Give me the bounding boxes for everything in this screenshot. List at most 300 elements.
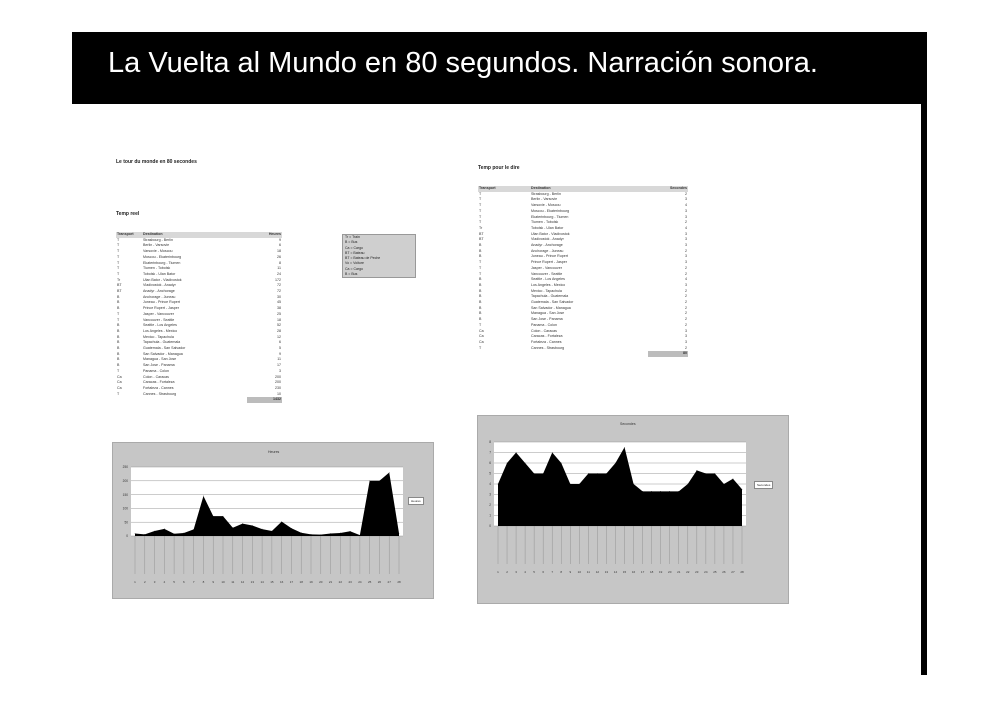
table-cell: T bbox=[479, 271, 482, 276]
table-cell: 12 bbox=[277, 334, 281, 339]
table-cell: Tr bbox=[479, 225, 483, 230]
table-cell: Colon - Caracas bbox=[143, 374, 169, 379]
table-cell: Caracas - Fortaleza bbox=[531, 334, 563, 339]
table-cell: Ca bbox=[117, 385, 122, 390]
data-point bbox=[203, 496, 204, 497]
table-cell: Los Angeles - Mexico bbox=[531, 282, 566, 287]
table-cell: T bbox=[479, 191, 482, 196]
table-cell: Ekaterinbourg - Tiumen bbox=[143, 260, 181, 265]
x-tick-label: 20 bbox=[319, 580, 323, 584]
table-cell: T bbox=[117, 243, 120, 248]
table-cell: Moscou - Ekaterinbourg bbox=[531, 208, 570, 213]
table-cell: 28 bbox=[277, 328, 281, 333]
table-cell: Vancouver - Seattle bbox=[531, 271, 563, 276]
data-point bbox=[154, 531, 155, 532]
legend-box-entry: Ca = Cargo bbox=[345, 245, 363, 250]
table-cell: Tobolsk - Ulan Bator bbox=[143, 271, 176, 276]
table-cell: 4 bbox=[685, 203, 687, 208]
table-cell: Tobolsk - Ulan Bator bbox=[531, 225, 564, 230]
table-cell: Colon - Caracas bbox=[531, 328, 557, 333]
right-sheet-heading: Temp pour le dire bbox=[478, 165, 520, 171]
legend-box-entry: B = Bus bbox=[345, 240, 358, 245]
x-tick-label: 6 bbox=[183, 580, 185, 584]
table-cell: Panama - Colon bbox=[531, 322, 557, 327]
data-point bbox=[615, 463, 616, 464]
table-cell: 172 bbox=[275, 277, 281, 282]
x-tick-label: 2 bbox=[143, 580, 146, 584]
table-cell: B bbox=[117, 334, 120, 339]
column-header: Destination bbox=[530, 186, 648, 192]
table-cell: 17 bbox=[277, 363, 281, 368]
x-tick-label: 19 bbox=[309, 580, 313, 584]
table-cell: Mexico - Tapachula bbox=[143, 334, 174, 339]
table-cell: 24 bbox=[277, 271, 281, 276]
column-header: Heures bbox=[247, 232, 282, 238]
y-tick-label: 5 bbox=[489, 471, 491, 476]
data-point bbox=[516, 452, 517, 453]
data-point bbox=[340, 533, 341, 534]
x-tick-label: 9 bbox=[569, 570, 572, 574]
left-sheet-subheading: Temp reel bbox=[116, 211, 140, 217]
slide-title: La Vuelta al Mundo en 80 segundos. Narración sonora. bbox=[108, 47, 818, 79]
data-point bbox=[570, 484, 571, 485]
x-tick-label: 18 bbox=[649, 570, 654, 574]
data-point bbox=[291, 528, 292, 529]
y-tick-label: 250 bbox=[122, 465, 128, 470]
table-cell: T bbox=[479, 322, 482, 327]
data-point bbox=[498, 484, 499, 485]
table-cell: Managua - San Jose bbox=[531, 311, 565, 316]
table-cell: 200 bbox=[275, 374, 281, 379]
column-header: Destination bbox=[142, 232, 247, 238]
table-cell: Berlin - Varsovie bbox=[531, 197, 558, 202]
table-total-row bbox=[116, 397, 282, 403]
data-point bbox=[642, 491, 643, 492]
table-cell: B bbox=[479, 243, 482, 248]
transport-legend-box bbox=[342, 234, 416, 278]
y-tick-label: 8 bbox=[489, 440, 491, 445]
table-cell: T bbox=[117, 317, 120, 322]
table-cell: 8 bbox=[279, 260, 281, 265]
table-cell: 11 bbox=[277, 357, 281, 362]
table-cell: BT bbox=[479, 231, 484, 236]
table-cell: Ulan Bator - Vladivostok bbox=[531, 231, 570, 236]
table-cell: T bbox=[479, 265, 482, 270]
table-cell: 11 bbox=[277, 266, 281, 271]
table-cell: T bbox=[117, 260, 120, 265]
x-tick-label: 4 bbox=[163, 580, 166, 584]
data-point bbox=[360, 535, 361, 536]
hours-area-chart bbox=[113, 443, 433, 598]
table-total-row bbox=[478, 351, 688, 357]
table-cell: T bbox=[479, 214, 482, 219]
hours-chart-panel bbox=[112, 442, 434, 599]
table-cell: 3 bbox=[685, 282, 687, 287]
table-cell: Vladivostok - Anadyr bbox=[531, 237, 564, 242]
table-cell: San Jose - Panama bbox=[531, 317, 563, 322]
table-cell: 3 bbox=[685, 231, 687, 236]
data-point bbox=[624, 447, 625, 448]
data-point bbox=[232, 527, 233, 528]
x-tick-label: 26 bbox=[722, 570, 726, 574]
data-point bbox=[651, 491, 652, 492]
table-cell: T bbox=[117, 311, 120, 316]
column-header: Transport bbox=[478, 186, 530, 192]
x-tick-label: 26 bbox=[377, 580, 382, 584]
table-cell: Tapachula - Guatemala bbox=[531, 294, 569, 299]
table-cell: Seattle - Los Angeles bbox=[143, 323, 177, 328]
data-point bbox=[633, 484, 634, 485]
legend-box-entry: BT = Bateau de Peche bbox=[345, 256, 381, 261]
table-cell: 2 bbox=[685, 345, 687, 350]
data-point bbox=[687, 484, 688, 485]
data-point bbox=[552, 452, 553, 453]
x-tick-label: 5 bbox=[173, 580, 175, 584]
left-sheet-heading: Le tour du monde en 80 secondes bbox=[116, 159, 197, 165]
x-tick-label: 9 bbox=[212, 580, 215, 584]
table-cell: 52 bbox=[277, 323, 281, 328]
x-tick-label: 23 bbox=[348, 580, 352, 584]
slide-title-bar bbox=[72, 32, 927, 104]
x-tick-label: 1 bbox=[497, 570, 499, 574]
table-cell: Juneau - Prince Rupert bbox=[531, 254, 568, 259]
table-cell: T bbox=[479, 203, 482, 208]
table-cell: B bbox=[117, 306, 120, 311]
data-point bbox=[660, 491, 661, 492]
table-cell: 18 bbox=[277, 317, 281, 322]
table-cell: 3 bbox=[685, 237, 687, 242]
table-cell: 3 bbox=[685, 260, 687, 265]
x-tick-label: 25 bbox=[713, 570, 717, 574]
table-cell: Anchorage - Juneau bbox=[143, 294, 176, 299]
table-cell: Ca bbox=[479, 339, 484, 344]
table-cell: B bbox=[117, 294, 120, 299]
table-cell: Ca bbox=[117, 374, 122, 379]
x-tick-label: 6 bbox=[542, 570, 545, 574]
x-tick-label: 17 bbox=[289, 580, 294, 584]
x-tick-label: 25 bbox=[367, 580, 372, 584]
data-point bbox=[733, 478, 734, 479]
x-tick-label: 5 bbox=[533, 570, 535, 574]
y-tick-label: 0 bbox=[489, 524, 491, 529]
table-cell: Tiumen - Tobolsk bbox=[143, 266, 171, 271]
data-point bbox=[193, 529, 194, 530]
table-cell: Ca bbox=[479, 334, 484, 339]
table-cell: 3 bbox=[685, 334, 687, 339]
table-cell: T bbox=[117, 368, 120, 373]
hours-chart-title: Heures bbox=[268, 450, 280, 454]
table-cell: Prince Rupert - Jasper bbox=[531, 260, 567, 265]
x-tick-label: 3 bbox=[515, 570, 517, 574]
table-cell: 2 bbox=[685, 248, 687, 253]
data-point bbox=[144, 534, 145, 535]
table-cell: Panama - Colon bbox=[143, 368, 169, 373]
data-point bbox=[543, 473, 544, 474]
data-point bbox=[330, 533, 331, 534]
table-cell: 2 bbox=[685, 294, 687, 299]
x-tick-label: 15 bbox=[270, 580, 274, 584]
x-tick-label: 17 bbox=[640, 570, 645, 574]
table-cell: 2 bbox=[685, 311, 687, 316]
x-tick-label: 20 bbox=[668, 570, 672, 574]
x-tick-label: 11 bbox=[586, 570, 590, 574]
data-point bbox=[597, 473, 598, 474]
y-tick-label: 50 bbox=[124, 520, 128, 525]
y-tick-label: 200 bbox=[122, 479, 128, 483]
table-cell: 200 bbox=[275, 380, 281, 385]
table-cell: T bbox=[117, 237, 120, 242]
x-tick-label: 1 bbox=[134, 580, 136, 584]
data-point bbox=[507, 463, 508, 464]
table-cell: 2 bbox=[685, 265, 687, 270]
x-tick-label: 4 bbox=[524, 570, 526, 574]
table-cell: Cannes - Strasbourg bbox=[531, 345, 565, 350]
x-tick-label: 19 bbox=[658, 570, 663, 574]
column-header: Transport bbox=[116, 232, 142, 238]
table-cell: 2 bbox=[685, 305, 687, 310]
data-point bbox=[184, 533, 185, 534]
x-tick-label: 8 bbox=[202, 580, 205, 584]
table-cell: Moscou - Ekaterinbourg bbox=[143, 254, 182, 259]
table-cell: 72 bbox=[277, 283, 281, 288]
y-tick-label: 150 bbox=[122, 492, 128, 497]
data-point bbox=[525, 463, 526, 464]
table-cell: 3 bbox=[685, 254, 687, 259]
total-cell: 1432 bbox=[247, 397, 282, 403]
table-cell: B bbox=[117, 340, 120, 345]
table-cell: Jasper - Vancouver bbox=[531, 265, 562, 270]
table-cell: 25 bbox=[277, 311, 281, 316]
x-tick-label: 28 bbox=[397, 580, 401, 584]
table-cell: 6 bbox=[279, 243, 281, 248]
x-tick-label: 14 bbox=[260, 580, 264, 584]
table-cell: B bbox=[479, 305, 482, 310]
table-cell: San Jose - Panama bbox=[143, 363, 175, 368]
data-point bbox=[534, 473, 535, 474]
hours-chart-legend: Heures bbox=[408, 497, 424, 505]
table-cell: B bbox=[117, 346, 120, 351]
x-tick-label: 21 bbox=[677, 570, 681, 574]
x-tick-label: 27 bbox=[731, 570, 735, 574]
legend-box-entry: Ca = Cargo bbox=[345, 266, 363, 271]
table-cell: 6 bbox=[279, 340, 281, 345]
table-cell: Strasbourg - Berlin bbox=[143, 237, 173, 242]
table-cell: Prince Rupert - Jasper bbox=[143, 306, 179, 311]
table-cell: B bbox=[117, 357, 120, 362]
seconds-chart-legend: Secondes bbox=[754, 481, 773, 489]
table-cell: T bbox=[117, 391, 120, 396]
y-tick-label: 1 bbox=[489, 513, 491, 518]
total-cell: 80 bbox=[648, 351, 688, 357]
table-cell: Anadyr - Anchorage bbox=[143, 289, 175, 294]
data-point bbox=[379, 481, 380, 482]
x-tick-label: 7 bbox=[192, 580, 195, 584]
table-cell: 9 bbox=[279, 237, 281, 242]
y-tick-label: 3 bbox=[489, 492, 491, 497]
table-cell: Fortaleza - Cannes bbox=[531, 339, 562, 344]
table-cell: 26 bbox=[277, 254, 281, 259]
table-cell: 2 bbox=[685, 300, 687, 305]
table-cell: BT bbox=[117, 283, 122, 288]
table-cell: Tapachula - Guatemala bbox=[143, 340, 181, 345]
data-point bbox=[301, 532, 302, 533]
table-cell: 38 bbox=[277, 306, 281, 311]
table-cell: B bbox=[479, 300, 482, 305]
x-tick-label: 14 bbox=[613, 570, 618, 574]
x-tick-label: 7 bbox=[551, 570, 554, 574]
data-point bbox=[272, 531, 273, 532]
data-point bbox=[399, 533, 400, 534]
seconds-chart-panel bbox=[477, 415, 789, 604]
table-cell: T bbox=[117, 254, 120, 259]
table-cell: B bbox=[117, 351, 120, 356]
data-point bbox=[320, 534, 321, 535]
table-cell: T bbox=[479, 197, 482, 202]
table-cell: 45 bbox=[277, 300, 281, 305]
table-cell: B bbox=[479, 311, 482, 316]
x-tick-label: 8 bbox=[560, 570, 563, 574]
table-cell: T bbox=[479, 345, 482, 350]
table-cell: 9 bbox=[279, 351, 281, 356]
table-cell: B bbox=[479, 277, 482, 282]
x-tick-label: 2 bbox=[506, 570, 508, 574]
table-cell: Berlin - Varsovie bbox=[143, 243, 170, 248]
data-point bbox=[588, 473, 589, 474]
table-cell: Managua - San Jose bbox=[143, 357, 177, 362]
slide-border-rule bbox=[921, 32, 927, 675]
table-cell: T bbox=[479, 220, 482, 225]
data-point bbox=[242, 523, 243, 524]
table-cell: Tr bbox=[117, 277, 121, 282]
data-point bbox=[706, 473, 707, 474]
table-cell: T bbox=[479, 208, 482, 213]
table-cell: Cannes - Strasbourg bbox=[143, 391, 177, 396]
table-cell: 10 bbox=[277, 391, 281, 396]
table-cell: Jasper - Vancouver bbox=[143, 311, 174, 316]
table-cell: B bbox=[479, 248, 482, 253]
table-cell: 72 bbox=[277, 289, 281, 294]
data-point bbox=[561, 463, 562, 464]
table-cell: T bbox=[117, 266, 120, 271]
legend-box-entry: Tr = Train bbox=[345, 235, 360, 239]
y-tick-label: 100 bbox=[122, 506, 128, 511]
x-tick-label: 16 bbox=[279, 580, 284, 584]
data-point bbox=[742, 489, 743, 490]
table-cell: Los Angeles - Mexico bbox=[143, 328, 178, 333]
table-cell: Varsovie - Moscou bbox=[531, 203, 561, 208]
table-cell: 230 bbox=[275, 385, 281, 390]
x-tick-label: 23 bbox=[695, 570, 699, 574]
x-tick-label: 27 bbox=[387, 580, 391, 584]
x-tick-label: 10 bbox=[221, 580, 225, 584]
table-cell: 3 bbox=[685, 243, 687, 248]
legend-box-entry: BT = Bateau bbox=[345, 250, 365, 255]
table-cell: B bbox=[479, 288, 482, 293]
data-point bbox=[715, 473, 716, 474]
table-cell: T bbox=[479, 260, 482, 265]
data-point bbox=[606, 473, 607, 474]
table-cell: Varsovie - Moscou bbox=[143, 249, 173, 254]
x-tick-label: 22 bbox=[686, 570, 690, 574]
table-cell: Strasbourg - Berlin bbox=[531, 191, 561, 196]
x-tick-label: 11 bbox=[231, 580, 235, 584]
table-cell: B bbox=[479, 282, 482, 287]
table-cell: B bbox=[117, 300, 120, 305]
table-cell: Ca bbox=[479, 328, 484, 333]
table-cell: San Salvador - Managua bbox=[531, 305, 571, 310]
table-cell: San Salvador - Managua bbox=[143, 351, 183, 356]
table-cell: B bbox=[479, 254, 482, 259]
table-cell: 2 bbox=[685, 220, 687, 225]
data-point bbox=[311, 534, 312, 535]
table-cell: T bbox=[117, 249, 120, 254]
table-cell: 18 bbox=[277, 249, 281, 254]
y-tick-label: 6 bbox=[489, 461, 491, 466]
data-point bbox=[164, 529, 165, 530]
table-cell: Guatemala - San Salvador bbox=[531, 300, 574, 305]
table-cell: Ulan Bator - Vladivostok bbox=[143, 277, 182, 282]
legend-box-entry: B = Bus bbox=[345, 272, 358, 277]
table-cell: 3 bbox=[685, 197, 687, 202]
data-point bbox=[678, 491, 679, 492]
table-cell: B bbox=[117, 363, 120, 368]
x-tick-label: 13 bbox=[604, 570, 609, 574]
data-point bbox=[697, 470, 698, 471]
seconds-area-chart bbox=[478, 416, 788, 603]
x-tick-label: 15 bbox=[622, 570, 627, 574]
table-cell: 3 bbox=[685, 339, 687, 344]
x-tick-label: 12 bbox=[240, 580, 245, 584]
data-point bbox=[213, 516, 214, 517]
data-point bbox=[669, 491, 670, 492]
x-tick-label: 24 bbox=[704, 570, 708, 574]
x-tick-label: 12 bbox=[595, 570, 600, 574]
table-cell: 3 bbox=[279, 368, 281, 373]
x-tick-label: 28 bbox=[740, 570, 744, 574]
table-cell: 3 bbox=[685, 328, 687, 333]
table-cell: 5 bbox=[279, 346, 281, 351]
y-tick-label: 7 bbox=[489, 450, 491, 455]
table-cell: T bbox=[117, 271, 120, 276]
table-cell: 3 bbox=[685, 208, 687, 213]
x-tick-label: 24 bbox=[358, 580, 362, 584]
data-point bbox=[174, 533, 175, 534]
legend-box-entry: Vo = Voiture bbox=[345, 261, 364, 266]
table-cell: Guatemala - San Salvador bbox=[143, 346, 186, 351]
data-point bbox=[579, 484, 580, 485]
table-cell: BT bbox=[479, 237, 484, 242]
table-cell: B bbox=[117, 323, 120, 328]
table-cell: Ekaterinbourg - Tiumen bbox=[531, 214, 569, 219]
left-data-table bbox=[116, 232, 282, 403]
table-cell: Juneau - Prince Rupert bbox=[143, 300, 180, 305]
table-cell: 4 bbox=[685, 225, 687, 230]
x-tick-label: 3 bbox=[153, 580, 156, 584]
table-cell: Vancouver - Seattle bbox=[143, 317, 175, 322]
data-point bbox=[350, 531, 351, 532]
x-tick-label: 22 bbox=[338, 580, 343, 584]
table-cell: Fortaleza - Cannes bbox=[143, 385, 174, 390]
table-cell: 2 bbox=[685, 322, 687, 327]
right-data-table bbox=[478, 186, 688, 357]
y-tick-label: 2 bbox=[489, 503, 491, 508]
table-cell: B bbox=[117, 328, 120, 333]
seconds-chart-title: Secondes bbox=[620, 422, 636, 426]
table-cell: Seattle - Los Angeles bbox=[531, 277, 565, 282]
table-cell: Vladivostok - Anadyr bbox=[143, 283, 176, 288]
data-point bbox=[281, 521, 282, 522]
table-cell: B bbox=[479, 317, 482, 322]
